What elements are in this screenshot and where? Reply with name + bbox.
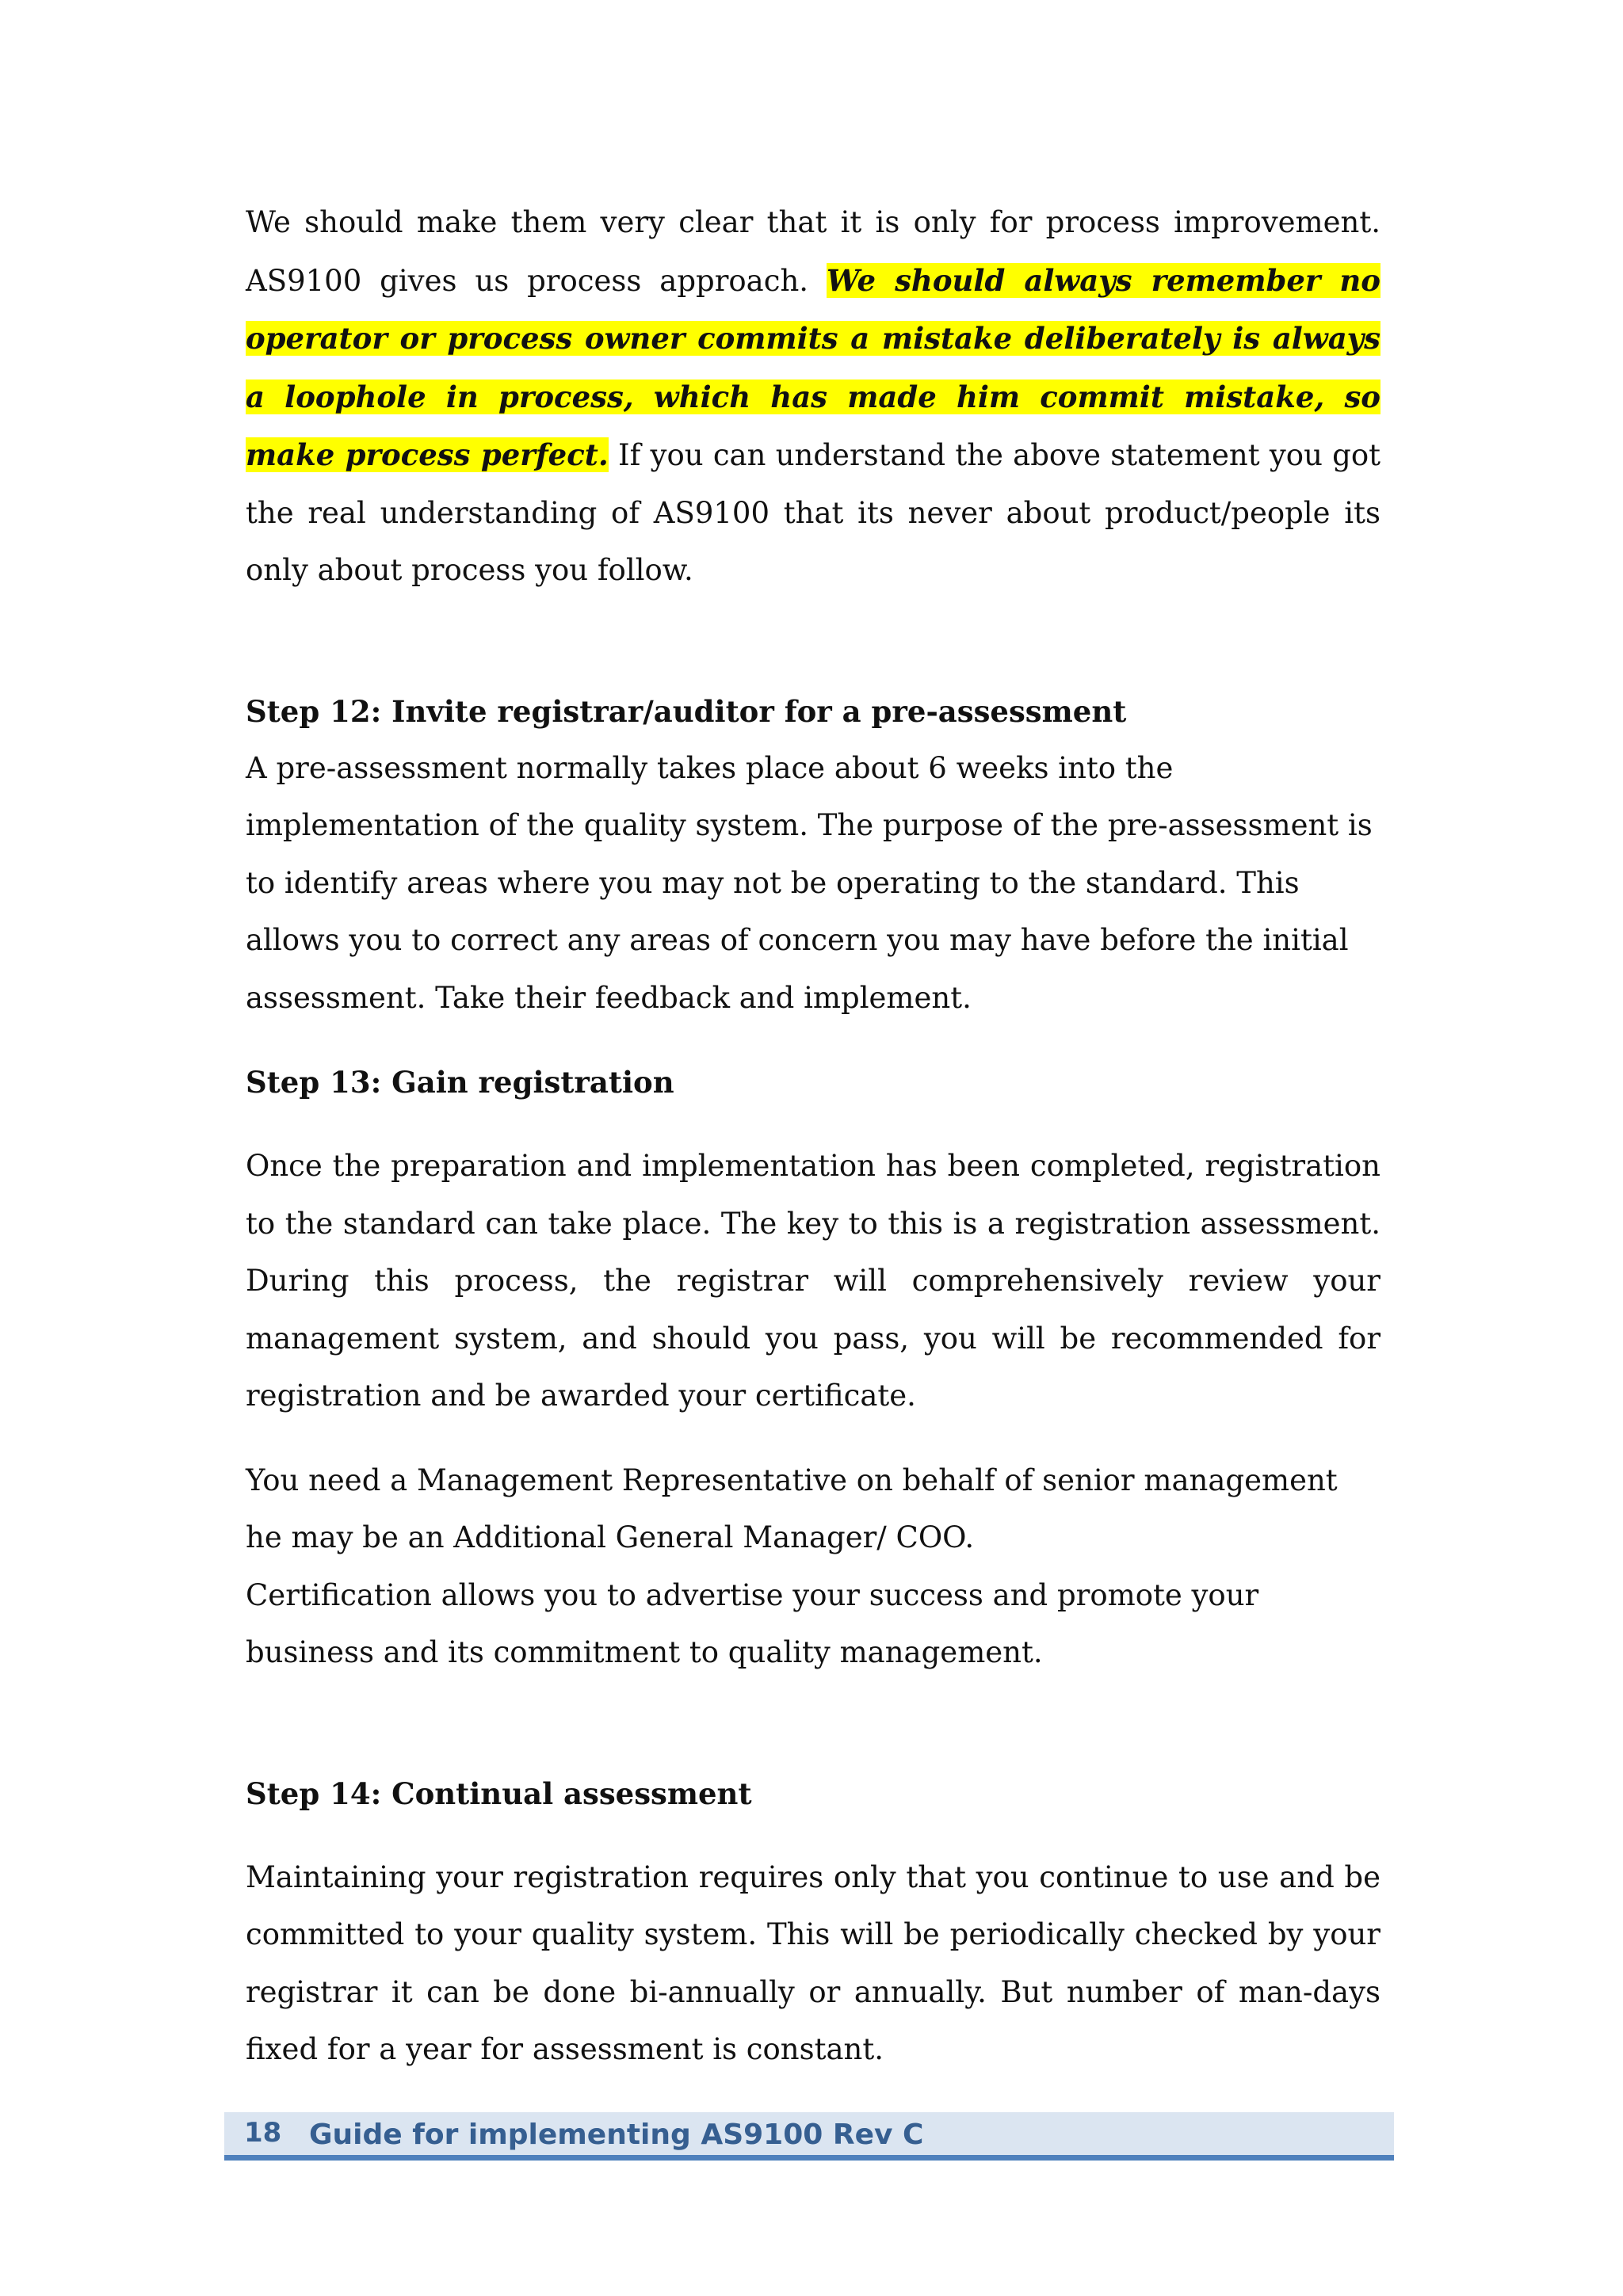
page-content <box>246 194 1381 2079</box>
step13-paragraph: Once the preparation and implementation has been completed, registration to the standard can take place. The key to this is a registration assessment. During this process, the registrar will comprehensively review your management system, and should you pass, you will be recommended for registration and be awarded your certificate. <box>246 1149 1381 1413</box>
spacer <box>246 600 1381 683</box>
step14-paragraph: Maintaining your registration requires only that you continue to use and be committed to your quality system. This will be periodically checked by your registrar it can be done bi-annually or annually. But number of man-days fixed for a year for assessment is constant. <box>246 1859 1381 2066</box>
step13-heading: Step 13: Gain registration <box>246 1065 674 1100</box>
highlighted-statement: We should always remember no operator or process owner commits a mistake deliberately is always a loophole in process, which has made him commit mistake, so make process perfect. <box>246 262 1381 472</box>
spacer <box>246 1425 1381 1452</box>
step13-paragraph-3: Certification allows you to advertise your success and promote your business and its commitment to quality management. <box>246 1577 1259 1669</box>
step12-paragraph: A pre-assessment normally takes place about 6 weeks into the implementation of the quality system. The purpose of the pre-assessment is to identify areas where you may not be operating to the standard. This allows you to correct any areas of concern you may have before the initial assessment. Take their feedback and implement. <box>246 750 1373 1015</box>
intro-text-end: If you can understand the above statement you got the real understanding of AS9100 that its never about product/people its only about process you follow. <box>246 438 1381 587</box>
page-number: 18 <box>244 2117 282 2149</box>
intro-paragraph <box>246 194 1381 600</box>
step14-heading: Step 14: Continual assessment <box>246 1775 752 1811</box>
spacer <box>246 1822 1381 1849</box>
step12-heading: Step 12: Invite registrar/auditor for a pre-assessment <box>246 693 1127 729</box>
spacer <box>246 1682 1381 1765</box>
spacer <box>246 1027 1381 1054</box>
spacer <box>246 1111 1381 1138</box>
page-footer <box>224 2112 1394 2161</box>
intro-text-start: We should make them very clear that it is only for process improvement. AS9100 gives us process approach. <box>246 205 1381 298</box>
step13-paragraph-2: You need a Management Representative on behalf of senior management he may be an Additional General Manager/ COO. <box>246 1463 1338 1554</box>
footer-title: Guide for implementing AS9100 Rev C <box>309 2119 924 2151</box>
